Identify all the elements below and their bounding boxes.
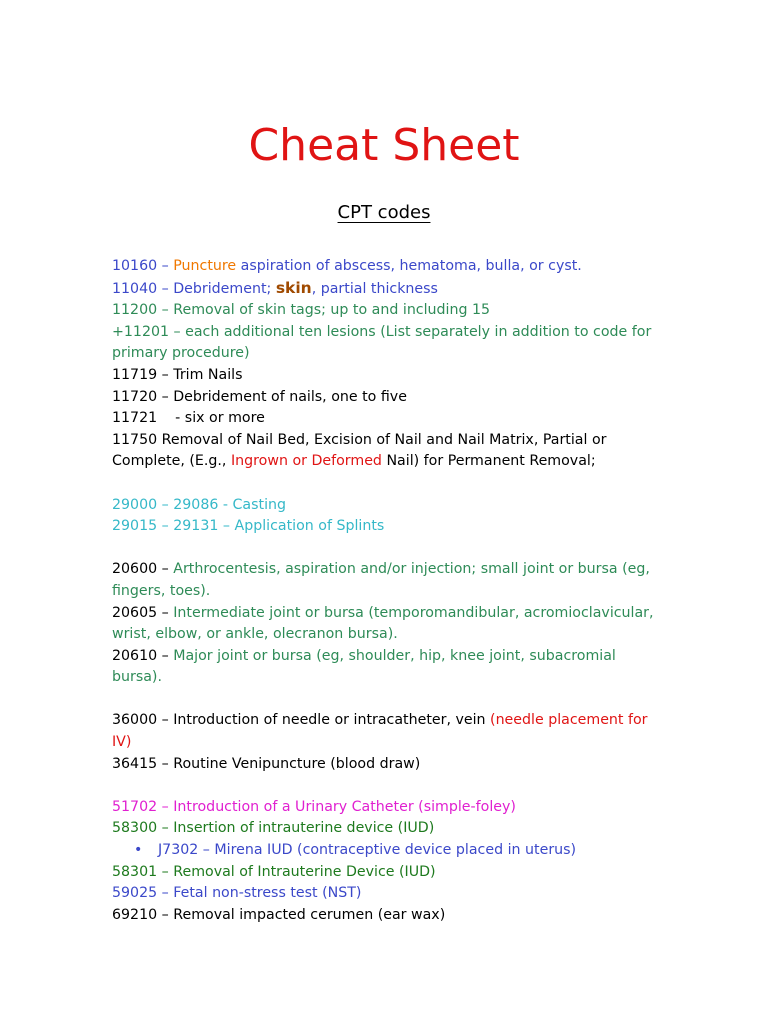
entry-j7302 [112,840,672,862]
section-divider [112,775,672,797]
entry-51702: 51702 – Introduction of a Urinary Catheter (simple-foley) [112,798,516,815]
entry-11719: 11719 – Trim Nails [112,366,243,383]
code-text: 20605 – [112,604,174,621]
entry-11721: 11721 - six or more [112,410,265,427]
entry-11200: 11200 – Removal of skin tags; up to and including 15 [112,302,491,319]
bullet-icon: • [134,842,143,859]
description-text: aspiration of abscess, hematoma, bulla, or cyst. [236,258,582,274]
entry-11040 [112,278,672,301]
section-divider [112,689,672,711]
description-text: Major joint or bursa (eg, shoulder, hip, knee joint, subacromial [173,647,616,664]
entry-69210: 69210 – Removal impacted cerumen (ear wax) [112,906,446,923]
page-subtitle: CPT codes [337,202,431,223]
entry-20605-continued: wrist, elbow, or ankle, olecranon bursa). [112,626,398,643]
description-text: Complete, (E.g., [112,453,231,470]
section-divider [112,473,672,495]
entry-36415: 36415 – Routine Venipuncture (blood draw) [112,755,421,772]
entry-10160 [112,256,672,278]
code-text: 20600 – [112,561,174,578]
description-text: 36000 – Introduction of needle or intracatheter, vein [112,712,491,729]
highlight-text: Ingrown or Deformed [230,453,382,470]
page-title: Cheat Sheet [248,120,520,171]
entry-11750: 11750 Removal of Nail Bed, Excision of Nail and Nail Matrix, Partial or [112,431,607,448]
description-text: , partial thickness [311,280,438,297]
entry-29000: 29000 – 29086 - Casting [112,496,287,513]
entry-11201: +11201 – each additional ten lesions (List separately in addition to code for [112,323,652,340]
entry-11750-continued [112,451,672,473]
entry-20600 [112,559,672,581]
bold-highlight-text: skin [275,278,312,297]
entry-20610-continued: bursa). [112,669,162,686]
entry-36000-continued: IV) [112,734,132,751]
cpt-code-list [112,256,672,926]
entry-20605 [112,603,672,625]
description-text: 11040 – Debridement; [112,280,276,297]
section-divider [112,538,672,560]
entry-36000 [112,710,672,732]
entry-59025: 59025 – Fetal non-stress test (NST) [112,885,362,902]
description-text: Arthrocentesis, aspiration and/or injection; small joint or bursa (eg, [173,561,650,578]
description-text: Nail) for Permanent Removal; [381,453,596,470]
highlight-text: Puncture [173,258,237,274]
entry-20600-continued: fingers, toes). [112,582,211,599]
highlight-text: (needle placement for [490,712,648,729]
code-text: 10160 – [112,258,174,274]
entry-11720: 11720 – Debridement of nails, one to five [112,388,407,405]
entry-11201-continued: primary procedure) [112,345,250,362]
entry-58300: 58300 – Insertion of intrauterine device (IUD) [112,820,435,837]
entry-58301: 58301 – Removal of Intrauterine Device (IUD) [112,863,436,880]
description-text: J7302 – Mirena IUD (contraceptive device placed in uterus) [158,842,577,859]
description-text: Intermediate joint or bursa (temporomandibular, acromioclavicular, [173,604,654,621]
entry-29015: 29015 – 29131 – Application of Splints [112,518,385,535]
entry-20610 [112,646,672,668]
code-text: 20610 – [112,647,174,664]
